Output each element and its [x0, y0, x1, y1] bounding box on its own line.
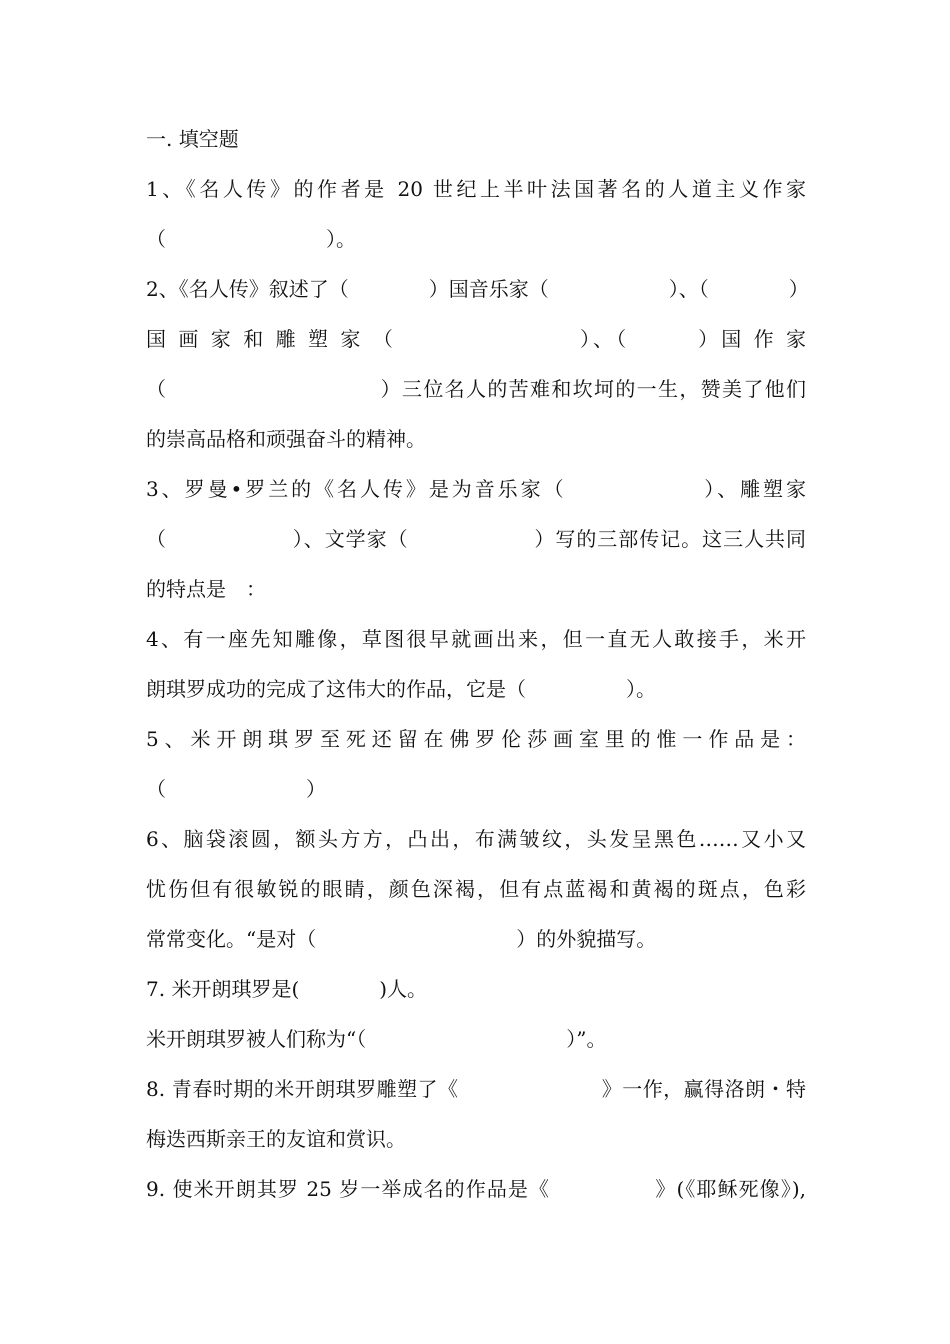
section-title: 一. 填空题: [146, 127, 239, 151]
q4-line-2: 朗琪罗成功的完成了这伟大的作品，它是（ ）。: [146, 677, 656, 701]
q2-line-4: 的崇高品格和顽强奋斗的精神。: [146, 427, 426, 451]
q6-line-1: 6、脑袋滚圆，额头方方，凸出，布满皱纹，头发呈黑色……又小又: [146, 827, 806, 851]
q5-line-1: 5、米开朗琪罗至死还留在佛罗伦莎画室里的惟一作品是：: [146, 727, 806, 751]
q2-line-2: 国 画 家 和 雕 塑 家 （ ）、（ ）国 作 家: [146, 327, 806, 351]
q3-line-1: 3、罗曼•罗兰的《名人传》是为音乐家（ ）、雕塑家: [146, 477, 806, 501]
q6-line-2: 忧伤但有很敏锐的眼睛，颜色深褐，但有点蓝褐和黄褐的斑点，色彩: [146, 877, 806, 901]
q2-line-3: （ ）三位名人的苦难和坎坷的一生，赞美了他们: [146, 377, 806, 401]
q2-line-1: 2、《名人传》叙述了（ ）国音乐家（ ）、（ ）: [146, 277, 809, 301]
q3-line-2: （ ）、文学家（ ）写的三部传记。这三人共同: [146, 527, 806, 551]
q7-line-1: 7. 米开朗琪罗是( )人。: [146, 977, 428, 1001]
q5-line-2: （ ）: [146, 777, 326, 801]
q8-line-2: 梅迭西斯亲王的友谊和赏识。: [146, 1127, 406, 1151]
q8-line-1: 8. 青春时期的米开朗琪罗雕塑了《 》一作，赢得洛朗・特: [146, 1077, 806, 1101]
q1-line-1: 1、《名人传》的作者是 20 世纪上半叶法国著名的人道主义作家: [146, 177, 806, 201]
q4-line-1: 4、有一座先知雕像，草图很早就画出来，但一直无人敢接手，米开: [146, 627, 806, 651]
q3-line-3: 的特点是 ：: [146, 577, 266, 601]
q6-line-3: 常常变化。“是对（ ）的外貌描写。: [146, 927, 657, 951]
q9-line-1: 9. 使米开朗其罗 25 岁一举成名的作品是《 》(《耶稣死像》),: [146, 1177, 806, 1201]
q7-line-2: 米开朗琪罗被人们称为“（ ）”。: [146, 1027, 607, 1051]
q1-line-2: （ ）。: [146, 227, 356, 251]
